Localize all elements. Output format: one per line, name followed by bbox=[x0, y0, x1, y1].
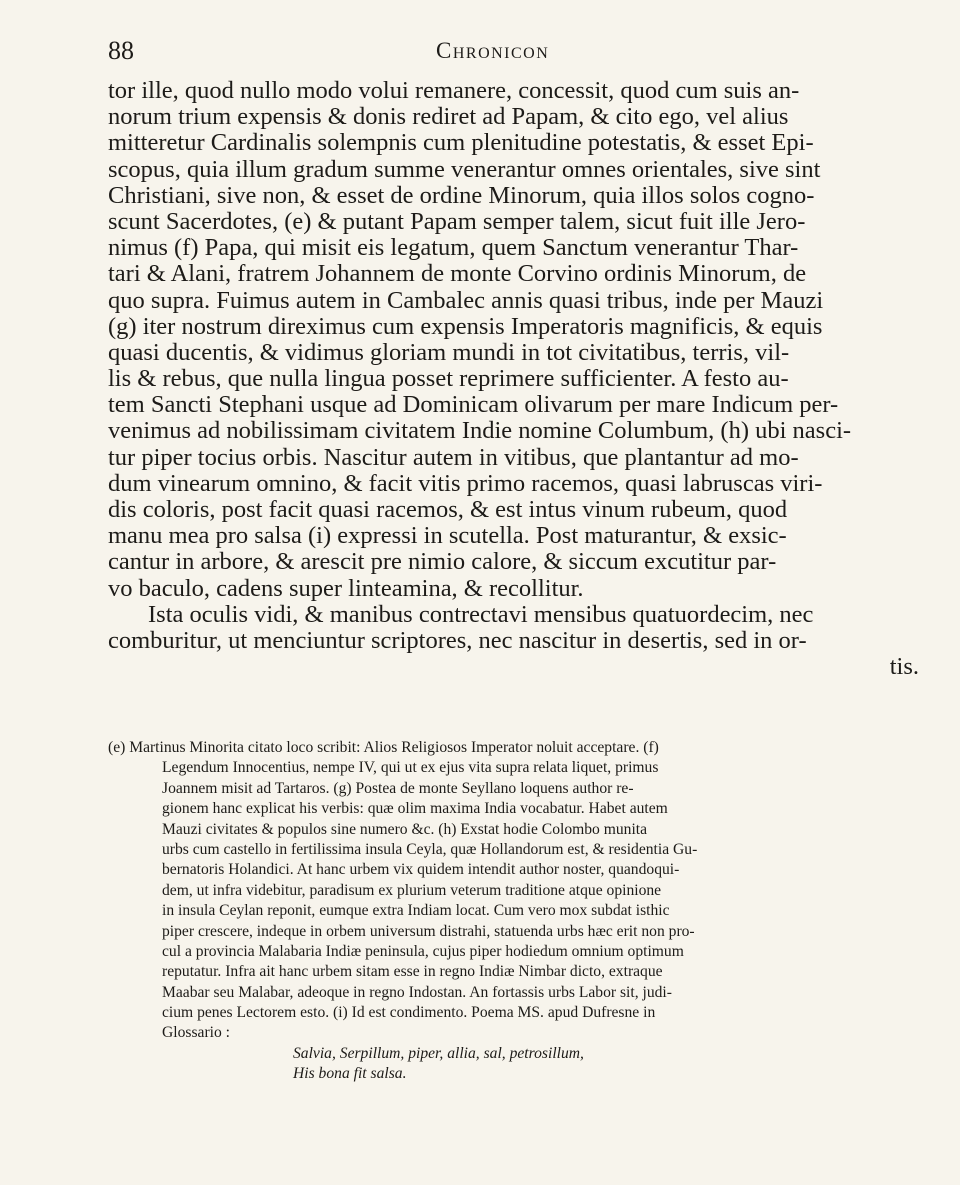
footnote-line: in insula Ceylan reponit, eumque extra Indiam locat. Cum vero mox subdat isthic bbox=[162, 902, 670, 920]
text-line: tari & Alani, fratrem Johannem de monte Corvino ordinis Minorum, de bbox=[108, 260, 807, 288]
footnote-line: reputatur. Infra ait hanc urbem sitam esse in regno Indiæ Nimbar dicto, extraque bbox=[162, 963, 663, 981]
text-line: venimus ad nobilissimam civitatem Indie nomine Columbum, (h) ubi nasci- bbox=[108, 417, 852, 445]
text-line: Christiani, sive non, & esset de ordine Minorum, quia illos solos cogno- bbox=[108, 181, 815, 209]
footnote-line: cium penes Lectorem esto. (i) Id est condimento. Poema MS. apud Dufresne in bbox=[162, 1004, 656, 1022]
page-header bbox=[108, 36, 920, 72]
footnote-line: urbs cum castello in fertilissima insula Ceyla, quæ Hollandorum est, & residentia Gu- bbox=[162, 840, 698, 858]
text-line: norum trium expensis & donis rediret ad Papam, & cito ego, vel alius bbox=[108, 103, 789, 131]
footnote-line: Mauzi civitates & populos sine numero &c. (h) Exstat hodie Colombo munita bbox=[162, 820, 648, 838]
text-line: quasi ducentis, & vidimus gloriam mundi in tot civitatibus, terris, vil- bbox=[108, 338, 790, 366]
text-line: (g) iter nostrum direximus cum expensis Imperatoris magnificis, & equis bbox=[108, 312, 823, 340]
text-line: cantur in arbore, & arescit pre nimio calore, & siccum excutitur par- bbox=[108, 548, 777, 576]
text-line: scopus, quia illum gradum summe venerantur omnes orientales, sive sint bbox=[108, 155, 821, 183]
text-line: tor ille, quod nullo modo volui remanere, concessit, quod cum suis an- bbox=[108, 77, 800, 104]
running-head: Chronicon bbox=[436, 38, 550, 63]
footnote-line: Glossario : bbox=[162, 1024, 231, 1042]
text-line: dum vinearum omnino, & facit vitis primo racemos, quasi labruscas viri- bbox=[108, 469, 823, 497]
footnote-line: Maabar seu Malabar, adeoque in regno Indostan. An fortassis urbs Labor sit, judi- bbox=[162, 983, 672, 1001]
text-line: manu mea pro salsa (i) expressi in scutella. Post maturantur, & exsic- bbox=[108, 522, 787, 550]
footnote-line: Joannem misit ad Tartaros. (g) Postea de monte Seyllano loquens author re- bbox=[162, 779, 634, 797]
text-line: tis. bbox=[889, 653, 919, 681]
text-line: lis & rebus, que nulla lingua posset reprimere sufficienter. A festo au- bbox=[108, 365, 789, 393]
main-text bbox=[108, 78, 923, 680]
footnote-line: (e) Martinus Minorita citato loco scribit: Alios Religiosos Imperator noluit acceptare. (f) bbox=[108, 739, 659, 756]
text-line: vo baculo, cadens super linteamina, & recollitur. bbox=[108, 574, 584, 602]
text-line: tem Sancti Stephani usque ad Dominicam olivarum per mare Indicum per- bbox=[108, 391, 839, 419]
text-line: dis coloris, post facit quasi racemos, & est intus vinum rubeum, quod bbox=[108, 496, 788, 523]
verse-line: Salvia, Serpillum, piper, allia, sal, petrosillum, bbox=[293, 1044, 584, 1062]
text-line: scunt Sacerdotes, (e) & putant Papam semper talem, sicut fuit ille Jero- bbox=[108, 207, 806, 235]
footnote-line: cul a provincia Malabaria Indiæ peninsula, cujus piper hodiedum omnium optimum bbox=[162, 942, 684, 960]
footnote-line: piper crescere, indeque in orbem universum distrahi, statuenda urbs hæc erit non pro- bbox=[162, 922, 695, 940]
footnote-line: bernatoris Holandici. At hanc urbem vix quidem intendit author noster, quandoqui- bbox=[162, 861, 680, 879]
text-line: tur piper tocius orbis. Nascitur autem in vitibus, que plantantur ad mo- bbox=[108, 443, 799, 471]
text-line: quo supra. Fuimus autem in Cambalec annis quasi tribus, inde per Mauzi bbox=[108, 286, 824, 314]
footnote-line: Legendum Innocentius, nempe IV, qui ut ex ejus vita supra relata liquet, primus bbox=[162, 759, 659, 777]
footnote-line: dem, ut infra videbitur, paradisum ex plurium veterum traditione atque opinione bbox=[162, 881, 662, 899]
verse-line: His bona fit salsa. bbox=[293, 1065, 407, 1083]
text-line: Ista oculis vidi, & manibus contrectavi mensibus quatuordecim, nec bbox=[148, 600, 814, 628]
text-line: comburitur, ut menciuntur scriptores, nec nascitur in desertis, sed in or- bbox=[108, 626, 807, 654]
page-number: 88 bbox=[108, 36, 134, 65]
text-line: nimus (f) Papa, qui misit eis legatum, quem Sanctum venerantur Thar- bbox=[108, 234, 799, 262]
text-line: mitteretur Cardinalis solempnis cum plenitudine potestatis, & esset Epi- bbox=[108, 129, 814, 157]
footnote-line: gionem hanc explicat his verbis: quæ olim maxima India vocabatur. Habet autem bbox=[162, 800, 668, 818]
footnotes bbox=[108, 738, 923, 1085]
